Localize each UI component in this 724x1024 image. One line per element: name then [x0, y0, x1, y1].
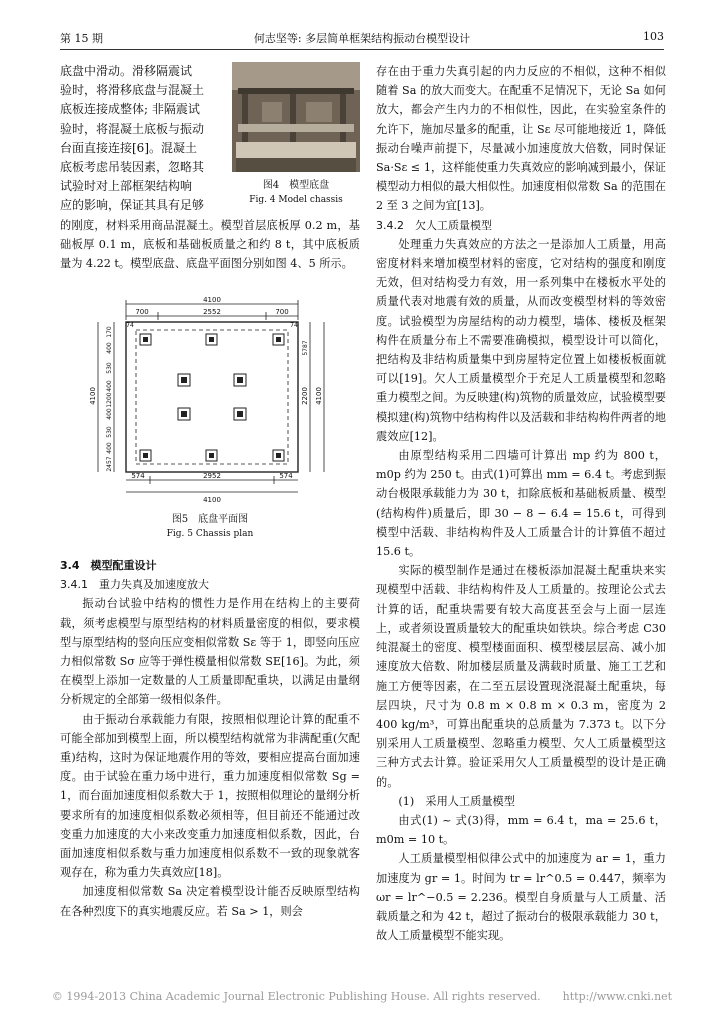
paragraph: 人工质量模型相似律公式中的加速度为 ar = 1，重力加速度为 gr = 1。时间为 tr = lr^0.5 = 0.447，频率为 ωr = lr^−0.5 = 2.236。模型自身质量与人工质量、活载质量之和为 42 t，超过了振动台的极限承载能力 30 t，故人工质量模型不能实现。: [376, 852, 666, 943]
left-column-body: [60, 556, 360, 921]
dim-label: 4100: [89, 387, 97, 405]
text-line: 底板连接成整体; 非隔震试: [60, 102, 200, 117]
header-rule: [60, 49, 664, 50]
dim-label: 4100: [203, 296, 221, 304]
dim-label: 700: [275, 308, 289, 316]
text-line: 底板考虑吊装因素，忽略其: [60, 160, 205, 175]
figure-5-caption-cn: 图5 底盘平面图: [171, 514, 249, 525]
issue-number: 第 15 期: [60, 32, 103, 45]
dim-label: 74: [290, 322, 298, 329]
dim-label: 74: [126, 322, 134, 329]
dim-label: 400: [106, 408, 113, 420]
text-line: 验时，将滑移底盘与混凝土: [60, 83, 205, 98]
dim-label: 400: [106, 342, 113, 354]
running-title: 何志坚等: 多层简单框架结构振动台模型设计: [253, 32, 471, 45]
paragraph: 存在由于重力失真引起的内力反应的不相似，这种不相似随着 Sa 的放大而变大。在配重不足情况下，无论 Sa 如何放大，都会产生内力的不相似性，因此，在实验室条件的允许下，施加尽量多的配重，让 Sε 尽可能地接近 1，降低振动台噪声前提下，尽量减小加速度放大倍数，同时保证 Sa·Sε ≤ 1，这样能使重力失真效应的影响减到最小，保证模型动力相似的最大相似性。加速度相似常数 Sa 的范围在 2 至 3 之间为宜[13]。: [376, 65, 666, 213]
section-3-4-2-heading: 3.4.2 欠人工质量模型: [376, 218, 492, 232]
text-line: 应的影响，保证其具有足够: [60, 198, 205, 213]
figure-5-caption-en: Fig. 5 Chassis plan: [166, 529, 254, 539]
dim-label: 700: [135, 308, 149, 316]
left-top-text: [60, 62, 228, 216]
dim-label: 1200: [106, 392, 113, 408]
dim-label: 2200: [301, 387, 309, 405]
copyright-footer: © 1994-2013 China Academic Journal Electronic Publishing House. All rights reserved. http://www.cnki.net: [51, 990, 673, 1003]
paragraph: 实际的模型制作是通过在楼板添加混凝土配重块来实现模型中活载、非结构构件及人工质量的。按理论公式去计算的话，配重块需要有较大高度甚至会与上面一层连上，或者须设置质量较大的配重块如铁块。综合考虑 C30 纯混凝土的密度、模型楼面面积、模型楼层层高、减小加速度放大倍数、附加楼层质量及满载时质量、施工工艺和施工方便等因素，在二至五层设置现浇混凝土配重块，每层四块，尺寸为 0.8 m × 0.8 m × 0.3 m，密度为 2 400 kg/m³，可算出配重块的总质量为 7.373 t。以下分别采用人工质量模型、忽略重力模型、欠人工质量模型这三种方式去计算。验证采用欠人工质量模型的设计是正确的。: [376, 564, 666, 789]
dim-label: 5787: [302, 340, 309, 356]
dim-label: 530: [106, 426, 113, 438]
dim-label: 574: [279, 472, 293, 480]
paragraph: 振动台试验中结构的惯性力是作用在结构上的主要荷载，须考虑模型与原型结构的材料质量密度的相似，要求模型与原型结构的竖向压应变相似常数 Sε 等于 1，即竖向压应力相似常数 Sσ 应等于弹性模量相似常数 SE[16]。为此，须在模型上添加一定数量的人工质量即配重块，以满足由量纲分析规定的全部第一级相似条件。: [60, 597, 360, 707]
dim-label: 2457: [106, 456, 113, 472]
dim-label: 2952: [203, 472, 221, 480]
dim-label: 170: [106, 326, 113, 338]
paragraph: 由式(1) ~ 式(3)得，mm = 6.4 t，ma = 25.6 t，m0m = 10 t。: [376, 813, 666, 847]
dim-label: 4100: [315, 387, 323, 405]
paragraph: 由原型结构采用二四墙可计算出 mp 约为 800 t，m0p 约为 250 t。由式(1)可算出 mm = 6.4 t。考虑到振动台极限承载能力为 30 t，扣除底板和基础板质量、模型(结构构件)质量后，即 30 − 8 − 6.4 = 15.6 t，可得到模型中活载、非结构构件及人工质量合计的计算值不超过 15.6 t。: [376, 449, 666, 559]
text-line: 试验时对上部框架结构响: [60, 179, 193, 194]
right-column-body: [376, 62, 666, 945]
dim-label: 574: [131, 472, 145, 480]
text-line: 台面直接连接[6]。混凝土: [60, 140, 197, 155]
chassis-paragraph: [60, 216, 360, 274]
text-line: 验时，将混凝土底板与振动: [60, 121, 205, 136]
figure-4-caption: [232, 178, 360, 208]
paragraph: 的刚度，材料采用商品混凝土。模型首层底板厚 0.2 m，基础板厚 0.1 m，底板和基础板质量之和约 8 t，其中底板质量为 4.22 t。模型底盘、底盘平面图分别如图 4、5 所示。: [60, 219, 360, 271]
figure-5-caption: [60, 512, 360, 542]
section-3-4-1-heading: 3.4.1 重力失真及加速度放大: [60, 578, 209, 592]
paragraph: 由于振动台承载能力有限，按照相似理论计算的配重不可能全部加到模型上面，所以模型结构就常为非满配重(欠配重)结构，这时为保证地震作用的等效，要相应提高台面加速度。由于试验在重力场中进行，重力加速度相似常数 Sg = 1，而台面加速度相似系数大于 1，按照相似理论的量纲分析要求所有的加速度相似系数必须相等，但目前还不能通过改变重力加速度的大小来改变重力加速度相似系数，因此，台面加速度相似系数与重力加速度相似系数不一致的现象就客观存在，称为重力失真效应[18]。: [60, 712, 360, 880]
inner-dashed-outline: [136, 330, 288, 464]
dim-label: 530: [106, 362, 113, 374]
dim-label: 2552: [203, 308, 221, 316]
section-3-4-heading: 3.4 模型配重设计: [60, 559, 157, 572]
figure-4-caption-cn: 图4 模型底盘: [262, 180, 330, 191]
subsection-heading: (1) 采用人工质量模型: [398, 794, 515, 808]
text-line: 底盘中滑动。滑移隔震试: [60, 64, 193, 78]
dim-label: 4100: [203, 496, 221, 504]
paragraph: 加速度相似常数 Sa 决定着模型设计能否反映原型结构在各种烈度下的真实地震反应。若 Sa > 1，则会: [60, 885, 360, 918]
model-chassis-photo: [232, 62, 360, 172]
chassis-plan-drawing: [86, 296, 336, 508]
dim-label: 400: [106, 442, 113, 454]
paragraph: 处理重力失真效应的方法之一是添加人工质量，用高密度材料来增加模型材料的密度，它对结构的强度和刚度无效，但对结构受力有效，用一系列集中在楼板水平处的质量代表对地震有效的质量，从而改变模型材料的等效密度。试验模型为房屋结构的动力模型，墙体、楼板及框架构件在质量分布上不需要准确模拟，模型设计可以简化，把结构及非结构质量集中到房屋特定位置上如楼板板面就可以[19]。欠人工质量模型介于充足人工质量模型和忽略重力模型之间。为反映建(构)筑物的质量效应，试验模型要模拟建(构)筑物中结构构件以及活载和非结构构件两者的地震效应[12]。: [376, 237, 666, 443]
dim-label: 400: [106, 380, 113, 392]
page-number: 103: [643, 30, 664, 43]
figure-4-caption-en: Fig. 4 Model chassis: [249, 195, 343, 205]
